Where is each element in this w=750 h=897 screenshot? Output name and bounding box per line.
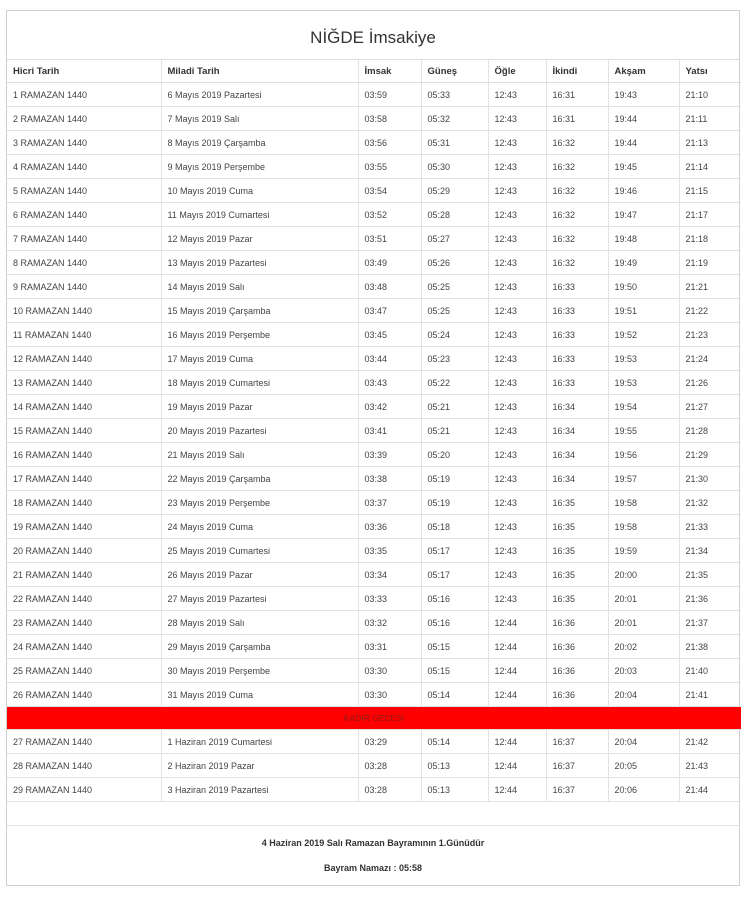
table-cell: 16:35	[546, 563, 608, 587]
table-cell: 16:33	[546, 347, 608, 371]
table-cell: 12:43	[488, 395, 546, 419]
table-cell: 12:44	[488, 635, 546, 659]
table-cell: 12:43	[488, 275, 546, 299]
table-cell: 16:36	[546, 635, 608, 659]
table-cell: 12:43	[488, 131, 546, 155]
table-cell: 03:56	[358, 131, 421, 155]
table-cell: 10 Mayıs 2019 Cuma	[161, 179, 358, 203]
table-cell: 20:02	[608, 635, 679, 659]
table-cell: 26 RAMAZAN 1440	[7, 683, 161, 707]
table-cell: 20:04	[608, 730, 679, 754]
column-header: Öğle	[488, 60, 546, 83]
table-cell: 20:01	[608, 611, 679, 635]
table-cell: 22 RAMAZAN 1440	[7, 587, 161, 611]
table-cell: 16:31	[546, 83, 608, 107]
table-cell: 12:43	[488, 539, 546, 563]
table-cell: 03:41	[358, 419, 421, 443]
table-cell: 05:32	[421, 107, 488, 131]
table-cell: 03:42	[358, 395, 421, 419]
table-cell: 16 RAMAZAN 1440	[7, 443, 161, 467]
table-cell: 7 Mayıs 2019 Salı	[161, 107, 358, 131]
table-cell: 03:47	[358, 299, 421, 323]
table-cell: 03:36	[358, 515, 421, 539]
table-cell: 21:28	[679, 419, 741, 443]
table-cell: 03:33	[358, 587, 421, 611]
imsakiye-panel	[6, 10, 740, 886]
page-title: NİĞDE İmsakiye	[7, 11, 739, 60]
column-header: Miladi Tarih	[161, 60, 358, 83]
table-cell: 20:03	[608, 659, 679, 683]
table-cell: 19:43	[608, 83, 679, 107]
table-row	[7, 587, 741, 611]
table-cell: 03:28	[358, 778, 421, 802]
table-cell: 19:49	[608, 251, 679, 275]
table-cell: 21:27	[679, 395, 741, 419]
table-cell: 22 Mayıs 2019 Çarşamba	[161, 467, 358, 491]
table-cell: 11 RAMAZAN 1440	[7, 323, 161, 347]
table-cell: 12:43	[488, 155, 546, 179]
table-cell: 21:36	[679, 587, 741, 611]
table-cell: 12 Mayıs 2019 Pazar	[161, 227, 358, 251]
table-cell: 21:18	[679, 227, 741, 251]
table-cell: 19:56	[608, 443, 679, 467]
table-cell: 20:04	[608, 683, 679, 707]
table-cell: 05:16	[421, 587, 488, 611]
table-cell: 16:32	[546, 155, 608, 179]
table-cell: 19:44	[608, 131, 679, 155]
table-cell: 25 Mayıs 2019 Cumartesi	[161, 539, 358, 563]
table-cell: 12:43	[488, 299, 546, 323]
bayram-info: 4 Haziran 2019 Salı Ramazan Bayramının 1.Günüdür	[261, 838, 485, 848]
table-cell: 16:32	[546, 203, 608, 227]
table-row	[7, 563, 741, 587]
table-cell: 05:17	[421, 563, 488, 587]
table-row	[7, 203, 741, 227]
table-cell: 16:34	[546, 443, 608, 467]
table-cell: 3 RAMAZAN 1440	[7, 131, 161, 155]
table-cell: 18 Mayıs 2019 Cumartesi	[161, 371, 358, 395]
table-cell: 03:37	[358, 491, 421, 515]
kadir-gecesi-row	[7, 707, 741, 730]
table-cell: 16:33	[546, 275, 608, 299]
table-cell: 19 RAMAZAN 1440	[7, 515, 161, 539]
table-cell: 03:52	[358, 203, 421, 227]
table-cell: 19:48	[608, 227, 679, 251]
table-row	[7, 730, 741, 754]
table-cell: 1 RAMAZAN 1440	[7, 83, 161, 107]
table-cell: 05:13	[421, 778, 488, 802]
table-cell: 05:27	[421, 227, 488, 251]
table-cell: 21:13	[679, 131, 741, 155]
table-row	[7, 683, 741, 707]
table-cell: 18 RAMAZAN 1440	[7, 491, 161, 515]
table-cell: 10 RAMAZAN 1440	[7, 299, 161, 323]
table-cell: 21:14	[679, 155, 741, 179]
table-cell: 05:14	[421, 683, 488, 707]
column-header: İkindi	[546, 60, 608, 83]
table-cell: 03:34	[358, 563, 421, 587]
table-cell: 03:45	[358, 323, 421, 347]
table-cell: 21:21	[679, 275, 741, 299]
table-cell: 21 RAMAZAN 1440	[7, 563, 161, 587]
table-cell: 16:32	[546, 131, 608, 155]
table-cell: 05:17	[421, 539, 488, 563]
table-cell: 12:43	[488, 323, 546, 347]
table-cell: 17 Mayıs 2019 Cuma	[161, 347, 358, 371]
table-cell: 21:44	[679, 778, 741, 802]
table-cell: 21:22	[679, 299, 741, 323]
table-cell: 03:38	[358, 467, 421, 491]
table-cell: 12 RAMAZAN 1440	[7, 347, 161, 371]
table-cell: 17 RAMAZAN 1440	[7, 467, 161, 491]
table-cell: 21:41	[679, 683, 741, 707]
table-cell: 05:28	[421, 203, 488, 227]
table-row	[7, 131, 741, 155]
table-cell: 05:26	[421, 251, 488, 275]
table-cell: 03:54	[358, 179, 421, 203]
table-cell: 12:43	[488, 515, 546, 539]
table-cell: 6 Mayıs 2019 Pazartesi	[161, 83, 358, 107]
table-cell: 21:17	[679, 203, 741, 227]
table-cell: 16:35	[546, 539, 608, 563]
table-row	[7, 539, 741, 563]
prayer-times-table	[7, 60, 741, 802]
table-cell: 05:23	[421, 347, 488, 371]
table-cell: 05:31	[421, 131, 488, 155]
table-cell: 12:43	[488, 371, 546, 395]
table-cell: 7 RAMAZAN 1440	[7, 227, 161, 251]
table-cell: 28 Mayıs 2019 Salı	[161, 611, 358, 635]
table-cell: 20 Mayıs 2019 Pazartesi	[161, 419, 358, 443]
table-cell: 30 Mayıs 2019 Perşembe	[161, 659, 358, 683]
table-row	[7, 443, 741, 467]
table-header-row	[7, 60, 741, 83]
table-cell: 2 RAMAZAN 1440	[7, 107, 161, 131]
table-cell: 19:52	[608, 323, 679, 347]
table-cell: 12:44	[488, 659, 546, 683]
table-cell: 05:21	[421, 395, 488, 419]
table-cell: 14 Mayıs 2019 Salı	[161, 275, 358, 299]
table-cell: 03:29	[358, 730, 421, 754]
table-cell: 12:43	[488, 419, 546, 443]
table-cell: 16:31	[546, 107, 608, 131]
table-row	[7, 179, 741, 203]
table-cell: 16:32	[546, 179, 608, 203]
table-row	[7, 659, 741, 683]
table-cell: 20:01	[608, 587, 679, 611]
table-cell: 16:37	[546, 730, 608, 754]
table-cell: 05:30	[421, 155, 488, 179]
table-cell: 16:33	[546, 371, 608, 395]
table-row	[7, 754, 741, 778]
table-row	[7, 635, 741, 659]
table-cell: 16:36	[546, 683, 608, 707]
table-cell: 05:21	[421, 419, 488, 443]
table-cell: 21:24	[679, 347, 741, 371]
table-cell: 16:36	[546, 659, 608, 683]
table-cell: 16:35	[546, 587, 608, 611]
table-cell: 9 RAMAZAN 1440	[7, 275, 161, 299]
table-cell: 28 RAMAZAN 1440	[7, 754, 161, 778]
table-cell: 19:58	[608, 491, 679, 515]
table-cell: 05:33	[421, 83, 488, 107]
table-cell: 05:13	[421, 754, 488, 778]
table-cell: 05:15	[421, 659, 488, 683]
table-row	[7, 611, 741, 635]
table-cell: 24 RAMAZAN 1440	[7, 635, 161, 659]
table-cell: 03:43	[358, 371, 421, 395]
table-cell: 12:43	[488, 179, 546, 203]
table-cell: 2 Haziran 2019 Pazar	[161, 754, 358, 778]
table-cell: 21:30	[679, 467, 741, 491]
table-cell: 21:33	[679, 515, 741, 539]
table-cell: 19:58	[608, 515, 679, 539]
table-cell: 19:50	[608, 275, 679, 299]
table-cell: 03:28	[358, 754, 421, 778]
table-cell: 03:44	[358, 347, 421, 371]
table-cell: 9 Mayıs 2019 Perşembe	[161, 155, 358, 179]
table-cell: 21:35	[679, 563, 741, 587]
table-row	[7, 778, 741, 802]
table-cell: 21:34	[679, 539, 741, 563]
table-cell: 23 RAMAZAN 1440	[7, 611, 161, 635]
table-cell: 12:43	[488, 83, 546, 107]
table-row	[7, 299, 741, 323]
table-cell: 8 Mayıs 2019 Çarşamba	[161, 131, 358, 155]
table-cell: 05:29	[421, 179, 488, 203]
table-cell: 24 Mayıs 2019 Cuma	[161, 515, 358, 539]
table-cell: 4 RAMAZAN 1440	[7, 155, 161, 179]
column-header: Güneş	[421, 60, 488, 83]
column-header: Akşam	[608, 60, 679, 83]
table-row	[7, 323, 741, 347]
table-cell: 21:10	[679, 83, 741, 107]
column-header: İmsak	[358, 60, 421, 83]
table-row	[7, 491, 741, 515]
table-cell: 15 Mayıs 2019 Çarşamba	[161, 299, 358, 323]
table-cell: 05:19	[421, 467, 488, 491]
table-cell: 16:37	[546, 778, 608, 802]
table-cell: 19 Mayıs 2019 Pazar	[161, 395, 358, 419]
table-cell: 12:44	[488, 754, 546, 778]
table-cell: 05:24	[421, 323, 488, 347]
table-cell: 16:34	[546, 419, 608, 443]
table-cell: 12:43	[488, 227, 546, 251]
table-cell: 12:43	[488, 107, 546, 131]
table-cell: 15 RAMAZAN 1440	[7, 419, 161, 443]
table-cell: 16:34	[546, 395, 608, 419]
table-cell: 12:43	[488, 563, 546, 587]
bayram-namazi-time: Bayram Namazı : 05:58	[323, 863, 423, 873]
table-cell: 05:18	[421, 515, 488, 539]
table-cell: 03:49	[358, 251, 421, 275]
table-cell: 16:37	[546, 754, 608, 778]
table-cell: 16:36	[546, 611, 608, 635]
table-cell: 19:44	[608, 107, 679, 131]
table-row	[7, 227, 741, 251]
table-row	[7, 515, 741, 539]
table-cell: 31 Mayıs 2019 Cuma	[161, 683, 358, 707]
table-cell: 03:39	[358, 443, 421, 467]
table-cell: 16:33	[546, 323, 608, 347]
table-cell: 03:59	[358, 83, 421, 107]
table-cell: 29 Mayıs 2019 Çarşamba	[161, 635, 358, 659]
table-row	[7, 107, 741, 131]
table-cell: 03:31	[358, 635, 421, 659]
table-row	[7, 395, 741, 419]
table-cell: 19:53	[608, 347, 679, 371]
table-cell: 21:11	[679, 107, 741, 131]
table-cell: 13 RAMAZAN 1440	[7, 371, 161, 395]
table-cell: 03:30	[358, 659, 421, 683]
table-cell: 19:46	[608, 179, 679, 203]
table-cell: 16:34	[546, 467, 608, 491]
table-cell: 19:53	[608, 371, 679, 395]
table-cell: 27 RAMAZAN 1440	[7, 730, 161, 754]
table-row	[7, 347, 741, 371]
table-cell: 16:35	[546, 515, 608, 539]
table-cell: 03:51	[358, 227, 421, 251]
table-cell: 6 RAMAZAN 1440	[7, 203, 161, 227]
spacer-row	[7, 802, 739, 826]
table-cell: 16:32	[546, 251, 608, 275]
table-cell: 03:55	[358, 155, 421, 179]
table-cell: 19:59	[608, 539, 679, 563]
table-cell: 05:25	[421, 275, 488, 299]
table-cell: 21:42	[679, 730, 741, 754]
table-cell: 11 Mayıs 2019 Cumartesi	[161, 203, 358, 227]
table-cell: 05:22	[421, 371, 488, 395]
table-cell: 05:20	[421, 443, 488, 467]
table-cell: 21:26	[679, 371, 741, 395]
table-cell: 05:16	[421, 611, 488, 635]
table-cell: 19:55	[608, 419, 679, 443]
table-cell: 25 RAMAZAN 1440	[7, 659, 161, 683]
table-cell: 12:44	[488, 730, 546, 754]
table-cell: 19:57	[608, 467, 679, 491]
table-cell: 21:37	[679, 611, 741, 635]
table-cell: 3 Haziran 2019 Pazartesi	[161, 778, 358, 802]
table-cell: 27 Mayıs 2019 Pazartesi	[161, 587, 358, 611]
table-cell: 14 RAMAZAN 1440	[7, 395, 161, 419]
table-cell: 16:32	[546, 227, 608, 251]
table-cell: 05:14	[421, 730, 488, 754]
table-cell: 12:44	[488, 778, 546, 802]
table-cell: 03:48	[358, 275, 421, 299]
table-cell: 03:58	[358, 107, 421, 131]
table-cell: 05:19	[421, 491, 488, 515]
table-cell: 20:05	[608, 754, 679, 778]
table-cell: 5 RAMAZAN 1440	[7, 179, 161, 203]
table-cell: 21:38	[679, 635, 741, 659]
table-cell: 21:29	[679, 443, 741, 467]
table-row	[7, 251, 741, 275]
table-cell: 12:43	[488, 251, 546, 275]
table-row	[7, 419, 741, 443]
kadir-gecesi-label: KADIR GECESİ	[7, 707, 741, 730]
table-cell: 12:43	[488, 347, 546, 371]
table-cell: 16:33	[546, 299, 608, 323]
table-cell: 12:43	[488, 443, 546, 467]
table-cell: 29 RAMAZAN 1440	[7, 778, 161, 802]
table-cell: 26 Mayıs 2019 Pazar	[161, 563, 358, 587]
table-row	[7, 155, 741, 179]
table-cell: 12:43	[488, 587, 546, 611]
table-row	[7, 83, 741, 107]
table-row	[7, 275, 741, 299]
table-cell: 21:15	[679, 179, 741, 203]
table-cell: 12:43	[488, 467, 546, 491]
table-cell: 12:43	[488, 203, 546, 227]
table-cell: 21:19	[679, 251, 741, 275]
table-cell: 20 RAMAZAN 1440	[7, 539, 161, 563]
table-cell: 19:54	[608, 395, 679, 419]
table-cell: 8 RAMAZAN 1440	[7, 251, 161, 275]
table-cell: 20:06	[608, 778, 679, 802]
table-cell: 12:44	[488, 683, 546, 707]
table-cell: 19:45	[608, 155, 679, 179]
column-header: Hicri Tarih	[7, 60, 161, 83]
table-cell: 12:44	[488, 611, 546, 635]
table-cell: 12:43	[488, 491, 546, 515]
table-cell: 03:32	[358, 611, 421, 635]
table-cell: 21 Mayıs 2019 Salı	[161, 443, 358, 467]
table-cell: 21:23	[679, 323, 741, 347]
table-row	[7, 467, 741, 491]
column-header: Yatsı	[679, 60, 741, 83]
table-cell: 21:40	[679, 659, 741, 683]
table-cell: 19:47	[608, 203, 679, 227]
table-cell: 21:43	[679, 754, 741, 778]
table-cell: 19:51	[608, 299, 679, 323]
table-cell: 20:00	[608, 563, 679, 587]
table-cell: 05:25	[421, 299, 488, 323]
table-cell: 1 Haziran 2019 Cumartesi	[161, 730, 358, 754]
table-row	[7, 371, 741, 395]
table-cell: 21:32	[679, 491, 741, 515]
table-cell: 16 Mayıs 2019 Perşembe	[161, 323, 358, 347]
table-cell: 13 Mayıs 2019 Pazartesi	[161, 251, 358, 275]
table-cell: 03:35	[358, 539, 421, 563]
table-cell: 23 Mayıs 2019 Perşembe	[161, 491, 358, 515]
table-cell: 03:30	[358, 683, 421, 707]
table-cell: 05:15	[421, 635, 488, 659]
table-cell: 16:35	[546, 491, 608, 515]
